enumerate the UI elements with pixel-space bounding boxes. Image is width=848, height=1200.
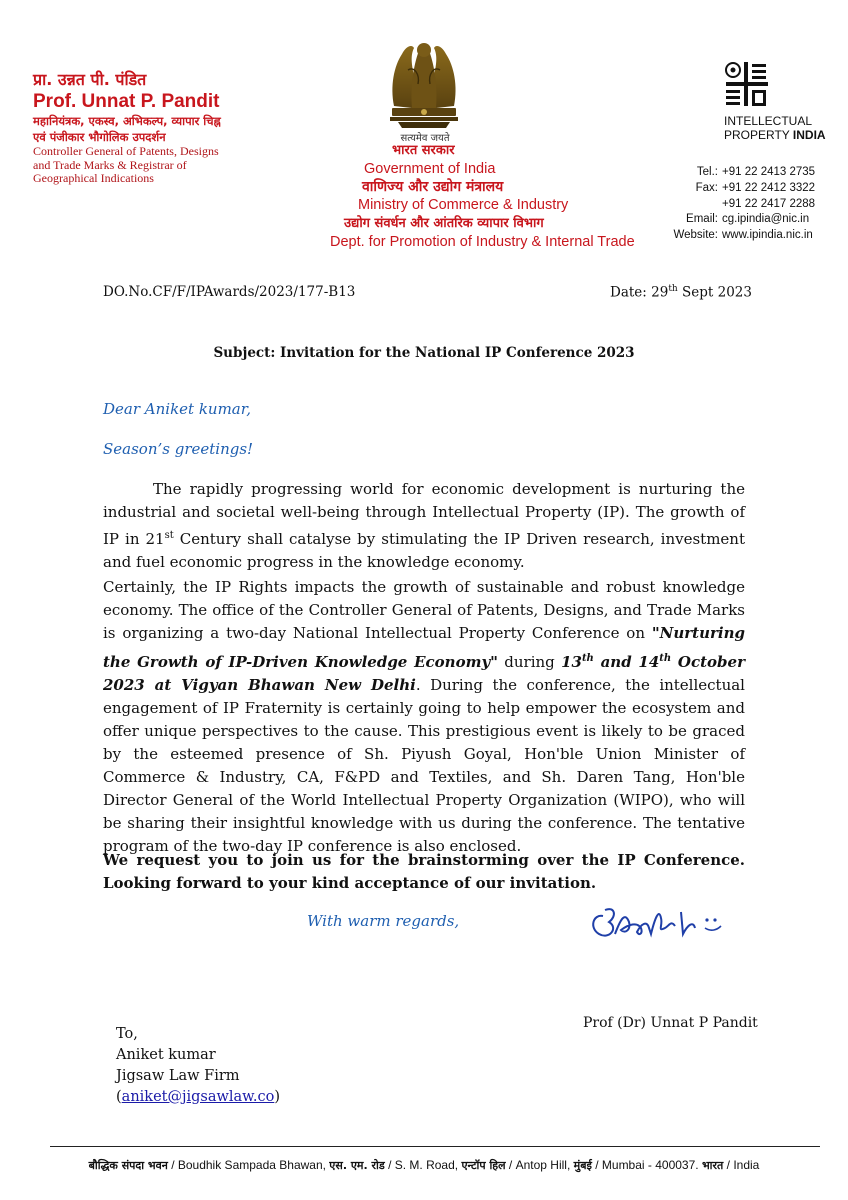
reference-number: DO.No.CF/F/IPAwards/2023/177-B13 — [103, 284, 356, 300]
paragraph-1 — [103, 478, 745, 574]
officer-name-hindi: प्रा. उन्नत पी. पंडित — [33, 70, 147, 89]
signature-icon — [585, 898, 735, 946]
contact-row-email — [640, 212, 824, 228]
contact-row-fax-2 — [640, 197, 824, 213]
officer-title-hindi-2: एवं पंजीकार भौगोलिक उपदर्शन — [33, 130, 166, 144]
contact-label: Website: — [673, 229, 718, 242]
contact-value[interactable]: cg.ipindia@nic.in — [722, 213, 810, 226]
p2-theme: "Nurturing the Growth of IP-Driven Knowledge Economy" — [103, 624, 745, 671]
officer-title-hindi-1: महानियंत्रक, एकस्व, अभिकल्प, व्यापार चिह्न — [33, 114, 221, 128]
p2-date-and: and 14 — [593, 653, 660, 671]
contact-value[interactable]: www.ipindia.nic.in — [722, 229, 813, 242]
department-hindi: उद्योग संवर्धन और आंतरिक व्यापार विभाग — [344, 216, 544, 231]
contact-label: Fax: — [695, 181, 718, 194]
p2-text-a: Certainly, the IP Rights impacts the growth of sustainable and robust knowledge economy. The office of the Controller General of Patents, Designs, and Trade Marks is organizing a two-day National Intellectual Property Conference on — [103, 578, 745, 642]
officer-title-english-1: Controller General of Patents, Designs — [33, 144, 219, 158]
salutation: Dear Aniket kumar, — [103, 400, 252, 418]
contact-row-website — [640, 228, 824, 244]
email-close-paren: ) — [274, 1089, 281, 1105]
p2-date-venue: October 2023 at Vigyan Bhawan New Delhi — [103, 653, 745, 694]
footer-city-english: / Mumbai - 400037. — [591, 1158, 702, 1172]
contact-value: +91 22 2417 2288 — [722, 197, 816, 210]
subject-line: Subject: Invitation for the National IP Conference 2023 — [213, 345, 635, 361]
greeting: Season’s greetings! — [103, 440, 254, 458]
footer-address — [0, 1158, 848, 1173]
contact-label: Email: — [686, 213, 718, 226]
p1-text-b: Century shall catalyse by stimulating the IP Driven research, investment and fuel economic progress in the knowledge economy. — [103, 530, 745, 571]
p1-sup: st — [164, 530, 174, 541]
footer-building-english: / Boudhik Sampada Bhawan, — [167, 1158, 330, 1172]
ip-india-logo-icon — [724, 60, 770, 110]
department-english: Dept. for Promotion of Industry & Internal Trade — [330, 234, 635, 250]
government-hindi: भारत सरकार — [392, 143, 455, 158]
officer-title-english-3: Geographical Indications — [33, 171, 154, 185]
contact-row-fax — [640, 181, 824, 197]
footer-country-english: / India — [723, 1158, 760, 1172]
logo-line-2-property: PROPERTY — [724, 128, 793, 142]
recipient-name: Aniket kumar — [116, 1047, 216, 1063]
letterhead-government-block — [330, 141, 635, 251]
email-open-paren: ( — [116, 1089, 122, 1105]
recipient-firm: Jigsaw Law Firm — [116, 1068, 240, 1084]
contact-value: +91 22 2412 3322 — [722, 181, 816, 194]
date-prefix: Date: 29 — [610, 284, 669, 301]
government-english: Government of India — [364, 161, 496, 177]
footer-country-hindi: भारत — [701, 1159, 724, 1172]
p2-text-b: during — [497, 653, 562, 671]
footer-area-hindi: एन्टॉप हिल — [461, 1159, 506, 1172]
p2-date-1-sup: th — [581, 653, 594, 664]
emblem-motto: सत्यमेव जयते — [400, 133, 450, 144]
contact-row-tel — [640, 165, 824, 181]
footer-area-english: / Antop Hill, — [505, 1158, 574, 1172]
footer-building-hindi: बौद्धिक संपदा भवन — [88, 1159, 168, 1172]
logo-line-2 — [724, 128, 826, 142]
ip-india-logo-text — [724, 114, 826, 142]
contact-label: Tel.: — [696, 166, 718, 178]
contact-value: +91 22 2413 2735 — [722, 166, 816, 178]
paragraph-3-request: We request you to join us for the brainstorming over the IP Conference. Looking forward to your kind acceptance of our invitation. — [103, 851, 745, 892]
footer-road-english: / S. M. Road, — [384, 1158, 462, 1172]
p1-text-a: The rapidly progressing world for economic development is nurturing the industrial and societal well-being through Intellectual Property (IP). The growth of IP in 21 — [103, 480, 745, 548]
p2-date-2-sup: th — [659, 653, 672, 664]
contact-block — [640, 165, 824, 244]
ministry-hindi: वाणिज्य और उद्योग मंत्रालय — [362, 179, 504, 195]
footer-road-hindi: एस. एम. रोड — [329, 1159, 385, 1172]
national-emblem-icon — [384, 36, 464, 130]
date-suffix-sup: th — [668, 284, 678, 294]
ministry-english: Ministry of Commerce & Industry — [358, 197, 569, 213]
date-rest: Sept 2023 — [677, 284, 752, 301]
footer-city-hindi: मुंबई — [573, 1159, 592, 1172]
recipient-email-link[interactable]: aniket@jigsawlaw.co — [121, 1089, 275, 1105]
paragraph-2 — [103, 576, 745, 858]
logo-line-2-india: INDIA — [792, 128, 826, 142]
recipient-email-line — [116, 1087, 280, 1108]
p2-text-c: . During the conference, the intellectual engagement of IP Fraternity is certainly going to help empower the ecosystem and offer unique perspectives to the cause. This prestigious event is likely to be graced by the esteemed presence of Sh. Piyush Goyal, Hon'ble Union Minister of Commerce & Industry, CA, F&PD and Textiles, and Sh. Daren Tang, Hon'ble Director General of the World Intellectual Property Organization (WIPO), who will be sharing their insightful knowledge with us during the conference. The tentative program of the two-day IP conference is also enclosed. — [103, 676, 745, 855]
recipient-to: To, — [116, 1026, 138, 1042]
logo-line-1: INTELLECTUAL — [724, 114, 813, 128]
letter-date — [610, 284, 752, 301]
signatory-name: Prof (Dr) Unnat P Pandit — [583, 1015, 758, 1031]
officer-name-english: Prof. Unnat P. Pandit — [33, 91, 220, 112]
letterhead-officer-block — [33, 70, 221, 186]
recipient-block — [116, 1024, 280, 1108]
closing-regards: With warm regards, — [307, 912, 460, 930]
p2-date-1: 13 — [561, 653, 582, 671]
footer-divider — [50, 1146, 820, 1147]
officer-title-english-2: and Trade Marks & Registrar of — [33, 157, 187, 172]
